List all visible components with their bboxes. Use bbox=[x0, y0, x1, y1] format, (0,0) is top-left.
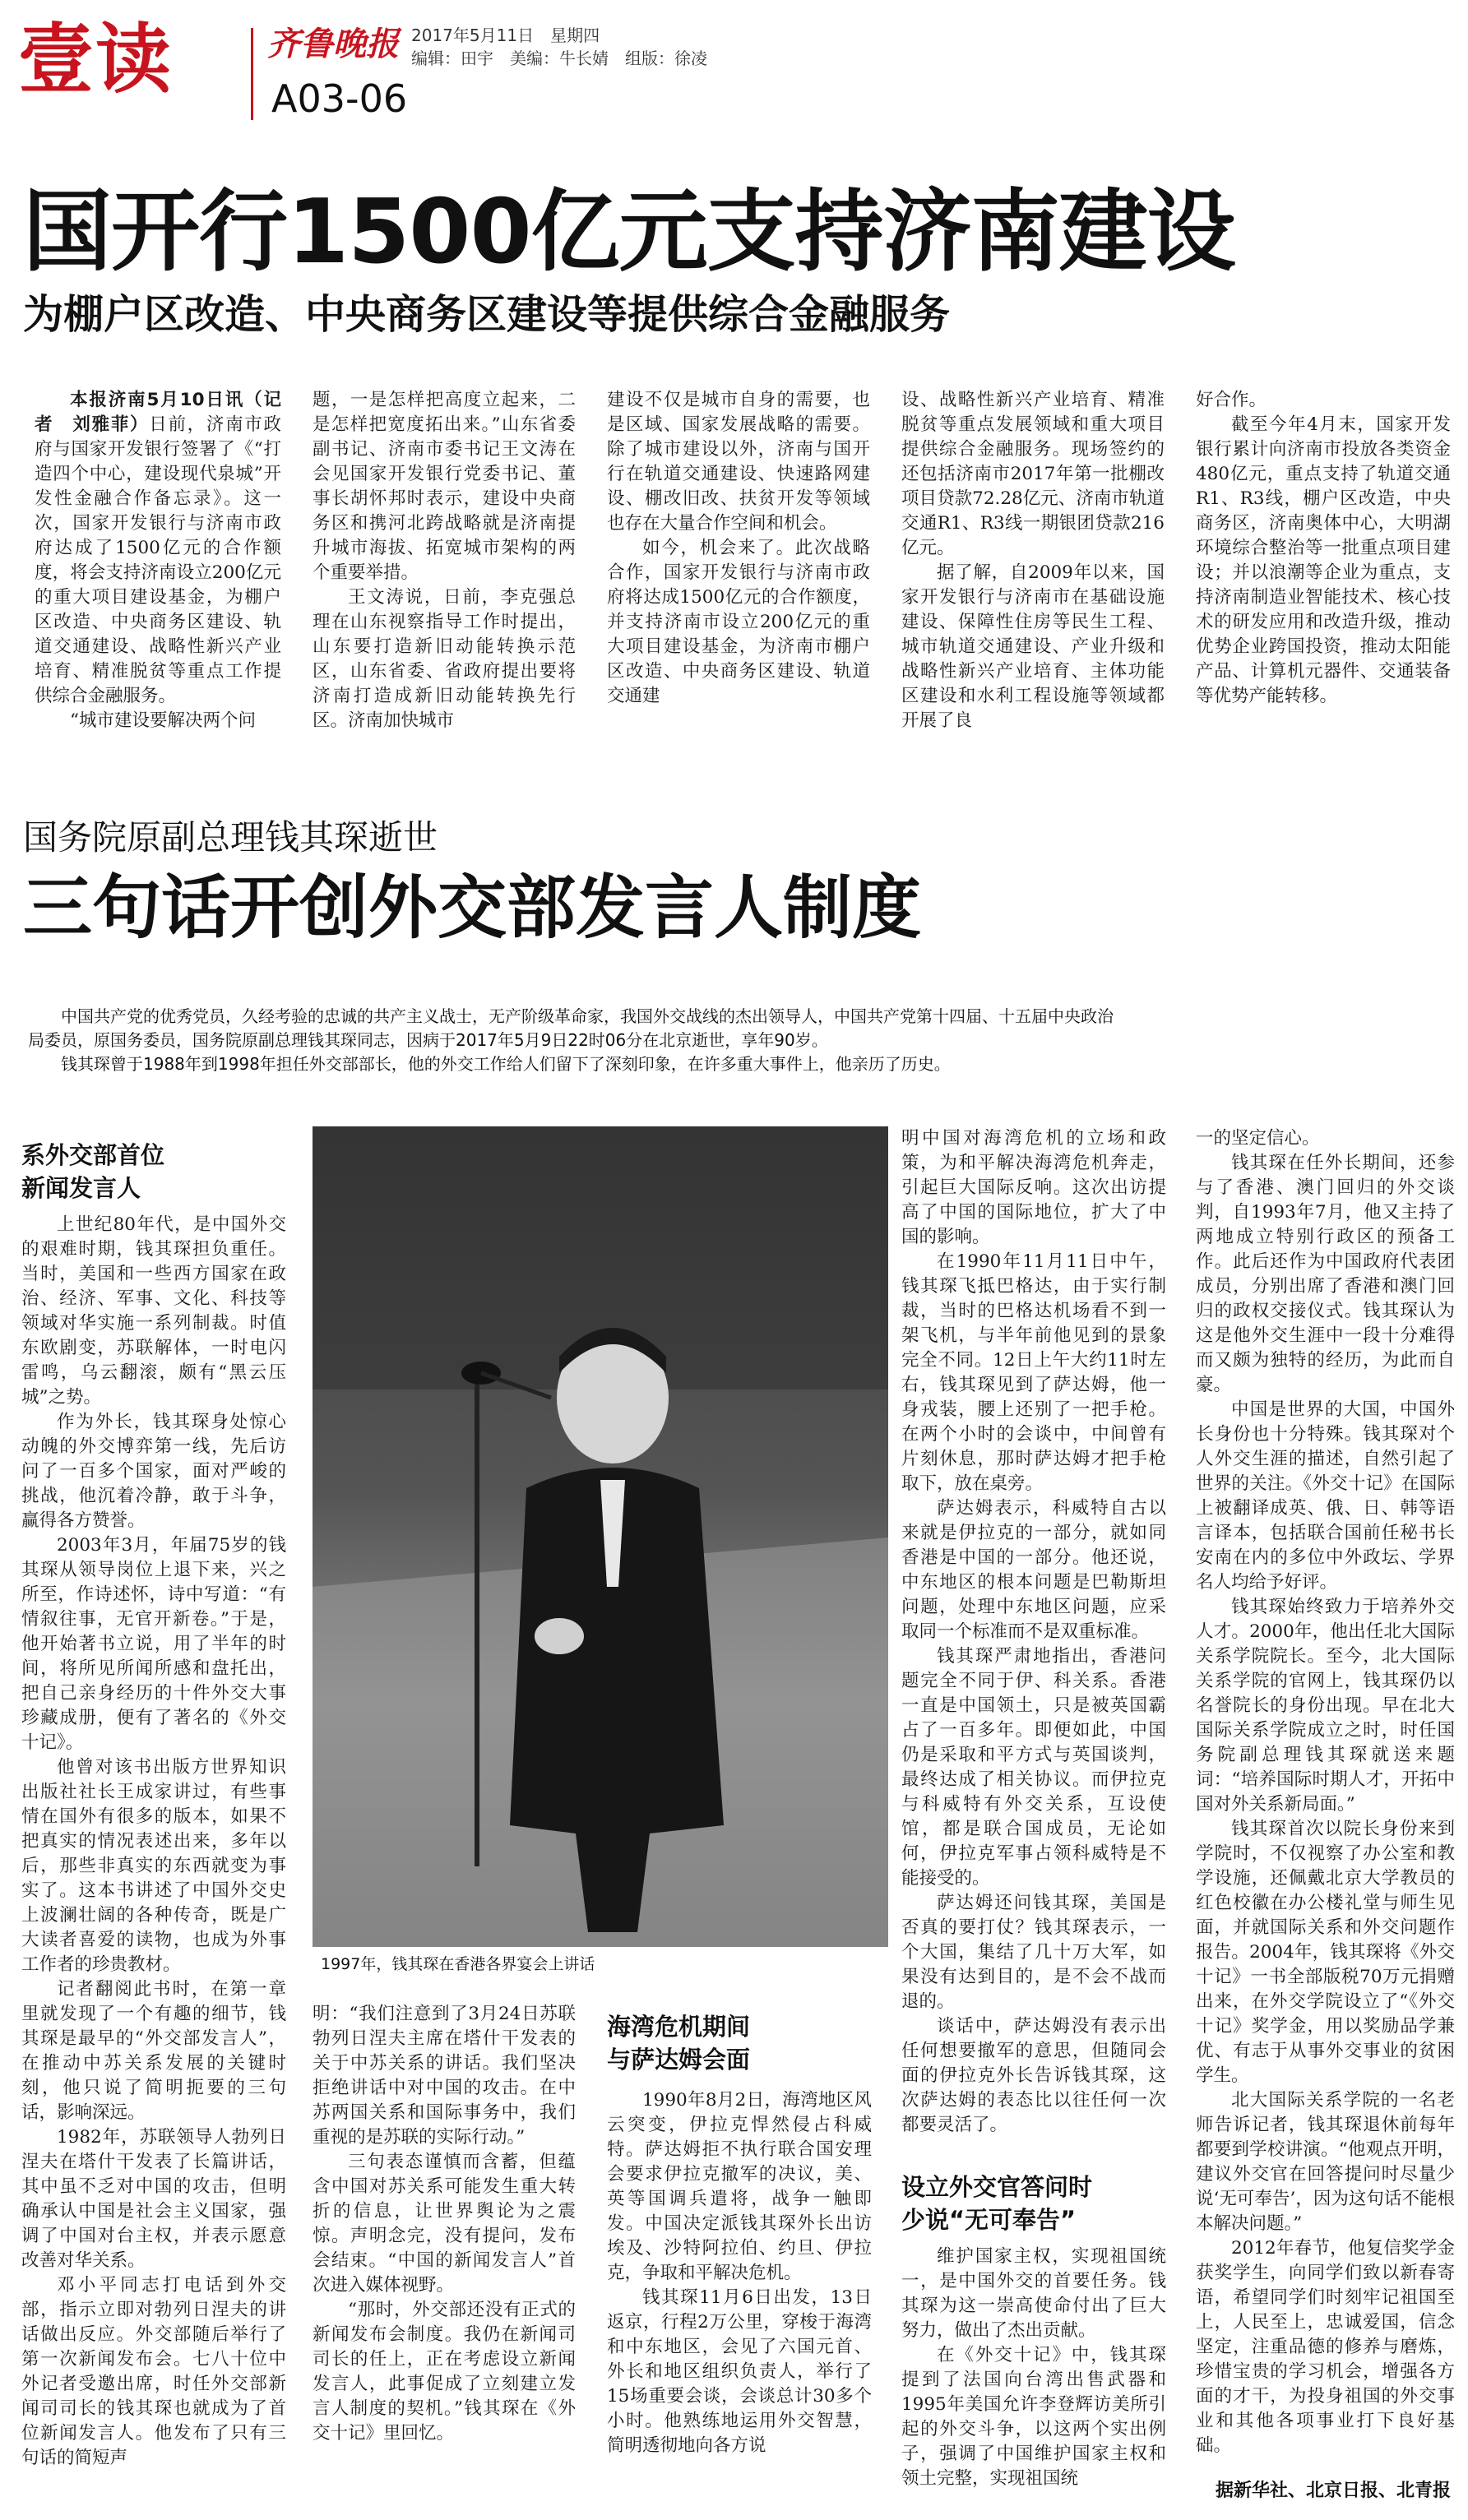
article2-col4b bbox=[901, 2245, 1166, 2499]
s4p5: 萨达姆还问钱其琛，美国是否真的要打仗？钱其琛表示，一个大国，集结了几十万大军，如果没有达到目的，是不会不战而退的。 bbox=[901, 1893, 1166, 2012]
article2-col1 bbox=[21, 1213, 286, 2499]
s3p1: 1990年8月2日，海湾地区风云突变，伊拉克悍然侵占科威特。萨达姆拒不执行联合国安理会要求伊拉克撤军的决议，美、英等国调兵遣将，战争一触即发。中国决定派钱其琛外长出访埃及、沙特阿拉伯、约旦、伊拉克，争取和平解决危机。 bbox=[607, 2090, 872, 2283]
article2-intro bbox=[28, 1005, 1114, 1076]
s4p8: 在《外交十记》中，钱其琛提到了法国向台湾出售武器和1995年美国允许李登辉访美所引起的外交斗争，以这两个实出例子，强调了中国维护国家主权和领土完整，实现祖国统 bbox=[901, 2345, 1166, 2489]
article2-intro2: 钱其琛曾于1988年到1998年担任外交部部长，他的外交工作给人们留下了深刻印象，在许多重大事件上，他亲历了历史。 bbox=[61, 1054, 951, 1074]
s5p2: 钱其琛在任外长期间，还参与了香港、澳门回归的外交谈判，自1993年7月，他又主持了两地成立特别行政区的预备工作。此后还作为中国政府代表团成员，分别出席了香港和澳门回归的政权交接仪式。钱其琛认为这是他外交生涯中一段十分难得而又颇为独特的经历，为此而自豪。 bbox=[1196, 1153, 1455, 1395]
masthead-divider bbox=[251, 28, 253, 120]
s4p7: 维护国家主权，实现祖国统一，是中国外交的首要任务。钱其琛为这一崇高使命付出了巨大努力，做出了杰出贡献。 bbox=[901, 2246, 1166, 2341]
article1-col5-text: 好合作。 bbox=[1196, 390, 1267, 410]
article2-col5 bbox=[1196, 1126, 1455, 2471]
issue-date: 2017年5月11日 星期四 bbox=[411, 25, 600, 45]
article1-byline: 本报济南5月10日讯（记者 刘雅菲） bbox=[35, 390, 281, 435]
s1p2: 作为外长，钱其琛身处惊心动魄的外交博弈第一线，先后访问了一百多个国家，面对严峻的挑战，他沉着冷静，敢于斗争，赢得各方赞誉。 bbox=[21, 1412, 286, 1531]
paper-logo: 齐鲁晚报 bbox=[267, 25, 399, 63]
s5p4: 钱其琛始终致力于培养外交人才。2000年，他出任北大国际关系学院院长。至今，北大国际关系学院的官网上，钱其琛仍以名誉院长的身份出现。早在北大国际关系学院成立之时，时任国务院副总理钱其琛就送来题词：“培养国际时期人才，开拓中国对外关系新局面。” bbox=[1196, 1597, 1455, 1815]
article1-col5b-text: 截至今年4月末，国家开发银行累计向济南市投放各类资金480亿元，重点支持了轨道交通R1、R3线，棚户区改造，中央商务区，济南奥体中心，大明湖环境综合整治等一批重点项目建设；并以浪潮等企业为重点，支持济南制造业智能技术、核心技术的研发应用和改造升级，推动优势企业跨国投资，推动太阳能产品、计算机元器件、交通装备等优势产能转移。 bbox=[1196, 414, 1451, 706]
photo-caption: 1997年，钱其琛在香港各界宴会上讲话 bbox=[321, 1955, 595, 1973]
s5p5: 钱其琛首次以院长身份来到学院时，不仅视察了办公室和教学设施，还佩戴北京大学教员的红色校徽在办公楼礼堂与师生见面，并就国际关系和外交问题作报告。2004年，钱其琛将《外交十记》一书全部版税70万元捐赠出来，在外交学院设立了“《外交十记》奖学金，用以奖励品学兼优、有志于从事外交事业的贫困学生。 bbox=[1196, 1819, 1455, 2086]
s4p1: 明中国对海湾危机的立场和政策，为和平解决海湾危机奔走，引起巨大国际反响。这次出访提高了中国的国际地位，扩大了中国的影响。 bbox=[901, 1128, 1166, 1247]
article1-col2 bbox=[313, 388, 576, 758]
s1p6: 1982年，苏联领导人勃列日涅夫在塔什干发表了长篇讲话，其中虽不乏对中国的攻击，但明确承认中国是社会主义国家，强调了中国对台主权，并表示愿意改善对华关系。 bbox=[21, 2127, 286, 2271]
article1-col3b-text: 如今，机会来了。此次战略合作，国家开发银行与济南市政府将达成1500亿元的合作额度，并支持济南市设立200亿元的重大项目建设基金，为济南市棚户区改造、中央商务区建设、轨道交通建 bbox=[607, 538, 870, 706]
section-title: 壹读 bbox=[18, 16, 174, 104]
s5p6: 北大国际关系学院的一名老师告诉记者，钱其琛退休前每年都要到学校讲演。“他观点开明，建议外交官在回答提问时尽量少说‘无可奉告’，因为这句话不能根本解决问题。” bbox=[1196, 2090, 1455, 2234]
section2-title: 海湾危机期间 与萨达姆会面 bbox=[607, 2013, 751, 2074]
s1p5: 记者翻阅此书时，在第一章里就发现了一个有趣的细节，钱其琛是最早的“外交部发言人”，在推动中苏关系发展的关键时刻，他只说了简明扼要的三句话，影响深远。 bbox=[21, 1979, 286, 2123]
news-photo bbox=[313, 1126, 888, 1947]
article1-col4 bbox=[901, 388, 1165, 758]
article1-col2-text: 题，一是怎样把高度立起来，二是怎样把宽度拓出来。”山东省委副书记、济南市委书记王文涛在会见国家开发银行党委书记、董事长胡怀邦时表示，建设中央商务区和携河北跨战略就是济南提升城市海拔、拓宽城市架构的两个重要举措。 bbox=[313, 390, 576, 583]
article2-col2 bbox=[313, 2002, 576, 2499]
s1p1: 上世纪80年代，是中国外交的艰难时期，钱其琛担负重任。当时，美国和一些西方国家在政治、经济、军事、文化、科技等领域对华实施一系列制裁。时值东欧剧变，苏联解体，一时电闪雷鸣，乌云翻滚，颇有“黑云压城”之势。 bbox=[21, 1214, 286, 1408]
s1p4: 他曾对该书出版方世界知识出版社社长王成家讲过，有些事情在国外有很多的版本，如果不把真实的情况表述出来，多年以后，那些非真实的东西就变为事实了。这本书讲述了中国外交史上波澜壮阔的各种传奇，既是广大读者喜爱的读物，也成为外事工作者的珍贵教材。 bbox=[21, 1757, 286, 1975]
s4p6: 谈话中，萨达姆没有表示出任何想要撤军的意思，但随同会面的伊拉克外长告诉钱其琛，这次萨达姆的表态比以往任何一次都要灵活了。 bbox=[901, 2016, 1166, 2135]
article1-col4b-text: 据了解，自2009年以来，国家开发银行与济南市在基础设施建设、保障性住房等民生工程、城市轨道交通建设、产业升级和战略性新兴产业培育、主体功能区建设和水利工程设施等领域都开展了良 bbox=[901, 562, 1165, 731]
s4p3: 萨达姆表示，科威特自古以来就是伊拉克的一部分，就如同香港是中国的一部分。他还说，中东地区的根本问题是巴勒斯坦问题，处理中东地区问题，应采取同一个标准而不是双重标准。 bbox=[901, 1498, 1166, 1642]
s2p2: 三句表态谨慎而含蓄，但蕴含中国对苏关系可能发生重大转折的信息，让世界舆论为之震惊。声明念完，没有提问，发布会结束。“中国的新闻发言人”首次进入媒体视野。 bbox=[313, 2152, 576, 2296]
article1-headline: 国开行1500亿元支持济南建设 bbox=[23, 181, 1235, 284]
s5p7: 2012年春节，他复信奖学金获奖学生，向同学们致以新春寄语，希望同学们时刻牢记祖国至上，人民至上，忠诚爱国，信念坚定，注重品德的修养与磨炼，珍惜宝贵的学习机会，增强各方面的才干，为投身祖国的外交事业和其他各项事业打下良好基础。 bbox=[1196, 2238, 1455, 2456]
staff-credits: 编辑：田宇 美编：牛长婧 组版：徐凌 bbox=[411, 49, 707, 68]
article2-headline: 三句话开创外交部发言人制度 bbox=[23, 867, 922, 948]
article1-col1-text: 日前，济南市政府与国家开发银行签署了《“打造四个中心，建设现代泉城”开发性金融合作备忘录》。这一次，国家开发银行与济南市政府达成了1500亿元的合作额度，将会支持济南设立200亿元的重大项目建设基金，为棚户区改造、中央商务区建设、轨道交通建设、战略性新兴产业培育、精准脱贫等重点工作提供综合金融服务。 bbox=[35, 414, 281, 706]
article1-subhead: 为棚户区改造、中央商务区建设等提供综合金融服务 bbox=[23, 291, 951, 338]
s3p2: 钱其琛11月6日出发，13日返京，行程2万公里，穿梭于海湾和中东地区，会见了六国元首、外长和地区组织负责人，举行了15场重要会谈，会谈总计30多个小时。他熟练地运用外交智慧，简明透彻地向各方说 bbox=[607, 2287, 872, 2456]
s2p1: 明：“我们注意到了3月24日苏联勃列日涅夫主席在塔什干发表的关于中苏关系的讲话。我们坚决拒绝讲话中对中国的攻击。在中苏两国关系和国际事务中，我们重视的是苏联的实际行动。” bbox=[313, 2004, 576, 2148]
article1-col3-text: 建设不仅是城市自身的需要，也是区域、国家发展战略的需要。除了城市建设以外，济南与国开行在轨道交通建设、快速路网建设、棚改旧改、扶贫开发等领域也存在大量合作空间和机会。 bbox=[607, 390, 870, 534]
article2-col4a bbox=[901, 1126, 1166, 2154]
section1-title: 系外交部首位 新闻发言人 bbox=[21, 1141, 165, 1202]
article1-col1 bbox=[35, 388, 281, 758]
article1-col3 bbox=[607, 388, 870, 758]
article1-col4-text: 设、战略性新兴产业培育、精准脱贫等重点发展领域和重大项目提供综合金融服务。现场签约的还包括济南市2017年第一批棚改项目贷款72.28亿元、济南市轨道交通R1、R3线一期银团贷款216亿元。 bbox=[901, 390, 1165, 558]
s4p2: 在1990年11月11日中午，钱其琛飞抵巴格达，由于实行制裁，当时的巴格达机场看不到一架飞机，与半年前他见到的景象完全不同。12日上午大约11时左右，钱其琛见到了萨达姆，他一身戎装，腰上还别了一把手枪。在两个小时的会谈中，中间曾有片刻休息，那时萨达姆才把手枪取下，放在桌旁。 bbox=[901, 1251, 1166, 1494]
source-credit: 据新华社、北京日报、北青报 bbox=[1216, 2481, 1452, 2501]
s1p3: 2003年3月，年届75岁的钱其琛从领导岗位上退下来，兴之所至，作诗述怀，诗中写道：“有情叙往事，无官开新卷。”于是，他开始著书立说，用了半年的时间，将所见所闻所感和盘托出，把自己亲身经历的十件外交大事珍藏成册，便有了著名的《外交十记》。 bbox=[21, 1535, 286, 1753]
article1-col5 bbox=[1196, 388, 1451, 758]
article1-col2b-text: 王文涛说，日前，李克强总理在山东视察指导工作时提出，山东要打造新旧动能转换示范区，山东省委、省政府提出要将济南打造成新旧动能转换先行区。济南加快城市 bbox=[313, 587, 576, 731]
page-number: A03-06 bbox=[271, 76, 408, 121]
article2-col3 bbox=[607, 2088, 872, 2499]
s1p7: 邓小平同志打电话到外交部，指示立即对勃列日涅夫的讲话做出反应。外交部随后举行了第一次新闻发布会。七八十位中外记者受邀出席，时任外交部新闻司司长的钱其琛也就成为了首位新闻发言人。他发布了只有三句话的简短声 bbox=[21, 2275, 286, 2468]
s5p3: 中国是世界的大国，中国外长身份也十分特殊。钱其琛对个人外交生涯的描述，自然引起了世界的关注。《外交十记》在国际上被翻译成英、俄、日、韩等语言译本，包括联合国前任秘书长安南在内的多位中外政坛、学界名人均给予好评。 bbox=[1196, 1399, 1455, 1593]
section3-title: 设立外交官答问时 少说“无可奉告” bbox=[901, 2173, 1093, 2234]
article2-kicker: 国务院原副总理钱其琛逝世 bbox=[23, 817, 438, 858]
speaker-silhouette bbox=[313, 1126, 888, 1947]
s2p3: “那时，外交部还没有正式的新闻发布会制度。我仍在新闻司司长的任上，正在考虑设立新闻发言人，此事促成了立刻建立发言人制度的契机。”钱其琛在《外交十记》里回忆。 bbox=[313, 2300, 576, 2444]
s4p4: 钱其琛严肃地指出，香港问题完全不同于伊、科关系。香港一直是中国领土，只是被英国霸占了一百多年。即便如此，中国仍是采取和平方式与英国谈判，最终达成了相关协议。而伊拉克与科威特有外交关系，互设使馆，都是联合国成员，无论如何，伊拉克军事占领科威特是不能接受的。 bbox=[901, 1646, 1166, 1889]
masthead bbox=[0, 0, 1468, 140]
s5p1: 一的坚定信心。 bbox=[1196, 1128, 1320, 1149]
article1-col1b-text: “城市建设要解决两个问 bbox=[70, 710, 256, 731]
article2-intro1: 中国共产党的优秀党员，久经考验的忠诚的共产主义战士，无产阶级革命家，我国外交战线的杰出领导人，中国共产党第十四届、十五届中央政治局委员，原国务委员，国务院原副总理钱其琛同志，因病于2017年5月9日22时06分在北京逝世，享年90岁。 bbox=[28, 1006, 1114, 1050]
